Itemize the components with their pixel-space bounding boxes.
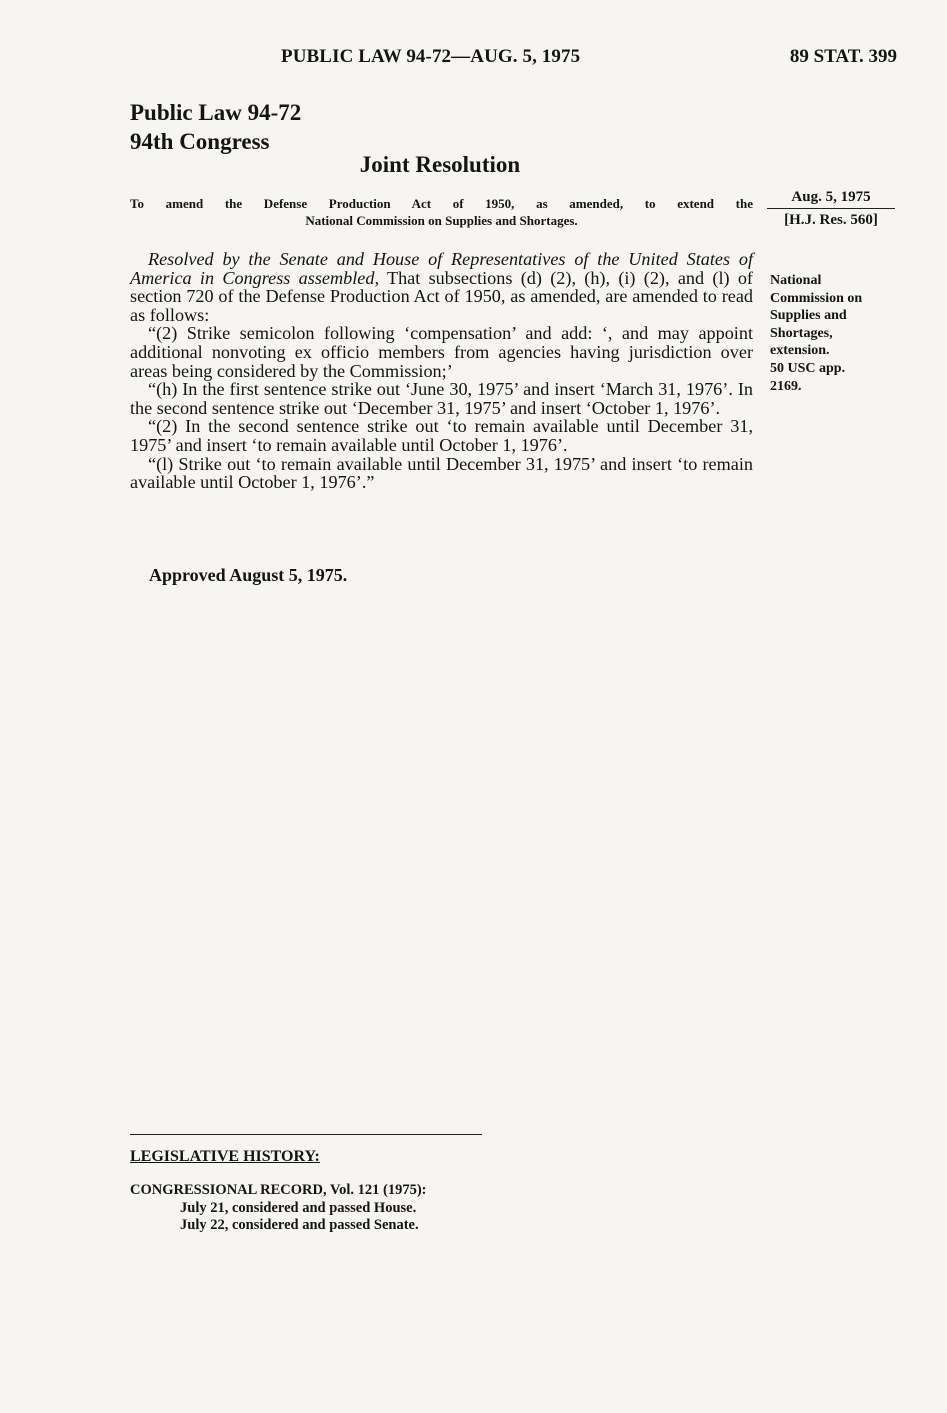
- law-identifier: [130, 98, 301, 156]
- resolution-number: [H.J. Res. 560]: [784, 212, 878, 228]
- purpose-line-2: National Commission on Supplies and Shortages.: [305, 213, 578, 228]
- enacting-clause-text: That subsections (d) (2), (h), (i) (2), and (l) of section 720 of the Defense Production Act of 1950, as amended, are amended to read as follows:: [130, 267, 753, 325]
- margin-note-line: 2169.: [770, 378, 802, 394]
- amendment-l: “(l) Strike out ‘to remain available until December 31, 1975’ and insert ‘to remain available until October 1, 1976’.”: [130, 453, 753, 493]
- congress-number: 94th Congress: [130, 129, 270, 154]
- resolution-body: [130, 250, 753, 492]
- enacting-clause-italic: Resolved by the Senate and House of Representatives of the United States of America in Congress assembled,: [130, 249, 753, 288]
- record-action: July 22, considered and passed Senate.: [180, 1217, 419, 1233]
- divider-rule: [130, 1134, 482, 1135]
- enacting-clause: [130, 250, 753, 324]
- amendment-d2: “(2) Strike semicolon following ‘compensation’ and add: ‘, and may appoint additional nonvoting ex officio members from agencies having jurisdiction over areas being considered by the Commission;’: [130, 323, 753, 381]
- margin-note-line: 50 USC app.: [770, 360, 846, 376]
- document-type-heading: Joint Resolution: [359, 152, 521, 177]
- sidebar-citation: [767, 186, 895, 231]
- margin-note-line: National: [770, 273, 822, 288]
- purpose-statement: [130, 195, 753, 229]
- law-number: Public Law 94-72: [130, 100, 302, 125]
- record-action: July 21, considered and passed House.: [180, 1199, 417, 1216]
- congressional-record: [130, 1182, 427, 1235]
- approval-date: Aug. 5, 1975: [767, 186, 895, 209]
- margin-note-line: Commission on: [770, 290, 863, 306]
- running-header: [0, 46, 947, 74]
- amendment-h: “(h) In the first sentence strike out ‘June 30, 1975’ and insert ‘March 31, 1976’. In the second sentence strike out ‘December 31, 1975’ and insert ‘October 1, 1976’.: [130, 379, 753, 418]
- margin-note-line: Supplies and: [770, 308, 847, 324]
- running-title: PUBLIC LAW 94-72—AUG. 5, 1975: [281, 46, 581, 67]
- amendment-i2: “(2) In the second sentence strike out ‘to remain available until December 31, 1975’ and insert ‘to remain available until October 1, 1976’.: [130, 416, 753, 455]
- record-citation: CONGRESSIONAL RECORD, Vol. 121 (1975):: [130, 1182, 427, 1198]
- legislative-history-heading: LEGISLATIVE HISTORY:: [130, 1148, 320, 1165]
- stat-page-number: 89 STAT. 399: [789, 46, 897, 67]
- approval-line: Approved August 5, 1975.: [149, 565, 348, 585]
- purpose-line-1: To amend the Defense Production Act of 1950, as amended, to extend the: [130, 196, 753, 211]
- margin-note-line: Shortages,: [770, 325, 833, 341]
- margin-note: [770, 272, 890, 395]
- margin-note-line: extension.: [770, 343, 830, 359]
